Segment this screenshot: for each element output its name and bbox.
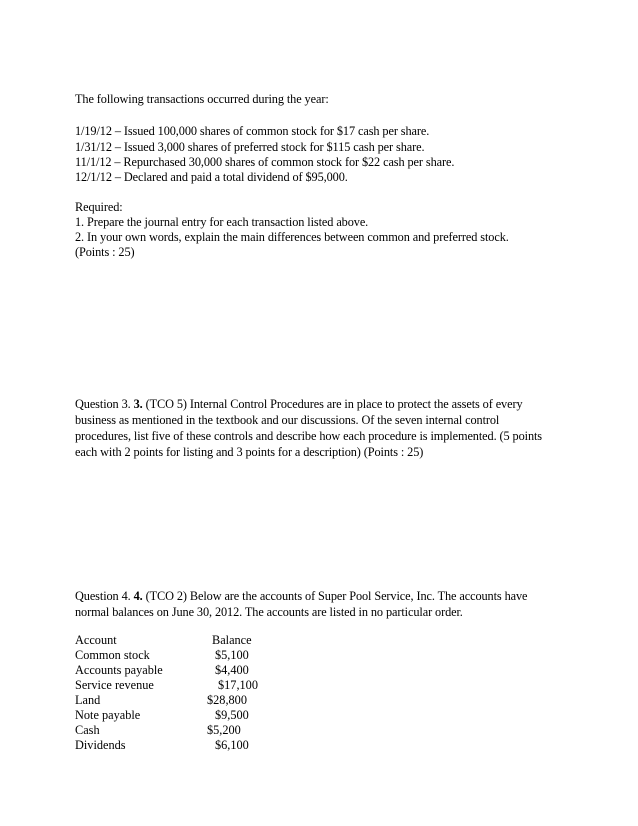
table-header-balance: Balance: [212, 633, 252, 647]
table-row-balance: $9,500: [215, 708, 249, 722]
points-label: (Points : 25): [75, 245, 135, 259]
table-row-account: Land: [75, 693, 101, 707]
question-4-number: 4.: [133, 589, 143, 603]
table-header-account: Account: [75, 633, 117, 647]
intro-text: The following transactions occurred during the year:: [75, 92, 329, 106]
question-3-text: (TCO 5) Internal Control Procedures are in place to protect the assets of every: [142, 397, 523, 411]
required-heading: Required:: [75, 200, 123, 214]
question-3-prefix: Question 3.: [75, 397, 134, 411]
table-row-account: Cash: [75, 723, 100, 737]
question-4-line: [75, 589, 527, 604]
table-row-account: Dividends: [75, 738, 126, 752]
table-row-balance: $5,100: [215, 648, 249, 662]
transaction-line: 1/31/12 – Issued 3,000 shares of preferred stock for $115 cash per share.: [75, 140, 425, 154]
table-row-account: Accounts payable: [75, 663, 163, 677]
table-row-balance: $4,400: [215, 663, 249, 677]
table-row-balance: $17,100: [218, 678, 258, 692]
question-4-text: (TCO 2) Below are the accounts of Super Pool Service, Inc. The accounts have: [142, 589, 528, 603]
table-row-account: Common stock: [75, 648, 150, 662]
question-4-prefix: Question 4.: [75, 589, 134, 603]
required-item: 1. Prepare the journal entry for each transaction listed above.: [75, 215, 369, 229]
question-3-text: business as mentioned in the textbook and our discussions. Of the seven internal control: [75, 413, 500, 427]
question-3-number: 3.: [133, 397, 143, 411]
transaction-line: 12/1/12 – Declared and paid a total dividend of $95,000.: [75, 170, 348, 184]
table-row-balance: $6,100: [215, 738, 249, 752]
table-row-account: Service revenue: [75, 678, 154, 692]
transaction-line: 1/19/12 – Issued 100,000 shares of common stock for $17 cash per share.: [75, 124, 430, 138]
table-row-account: Note payable: [75, 708, 141, 722]
table-row-balance: $28,800: [207, 693, 247, 707]
question-4-text: normal balances on June 30, 2012. The accounts are listed in no particular order.: [75, 605, 463, 619]
transaction-line: 11/1/12 – Repurchased 30,000 shares of common stock for $22 cash per share.: [75, 155, 455, 169]
table-row-balance: $5,200: [207, 723, 241, 737]
question-3-text: each with 2 points for listing and 3 points for a description) (Points : 25): [75, 445, 424, 459]
question-3-text: procedures, list five of these controls and describe how each procedure is implemented. (5 points: [75, 429, 542, 443]
required-item: 2. In your own words, explain the main differences between common and preferred stock.: [75, 230, 509, 244]
question-3-line: [75, 397, 523, 412]
